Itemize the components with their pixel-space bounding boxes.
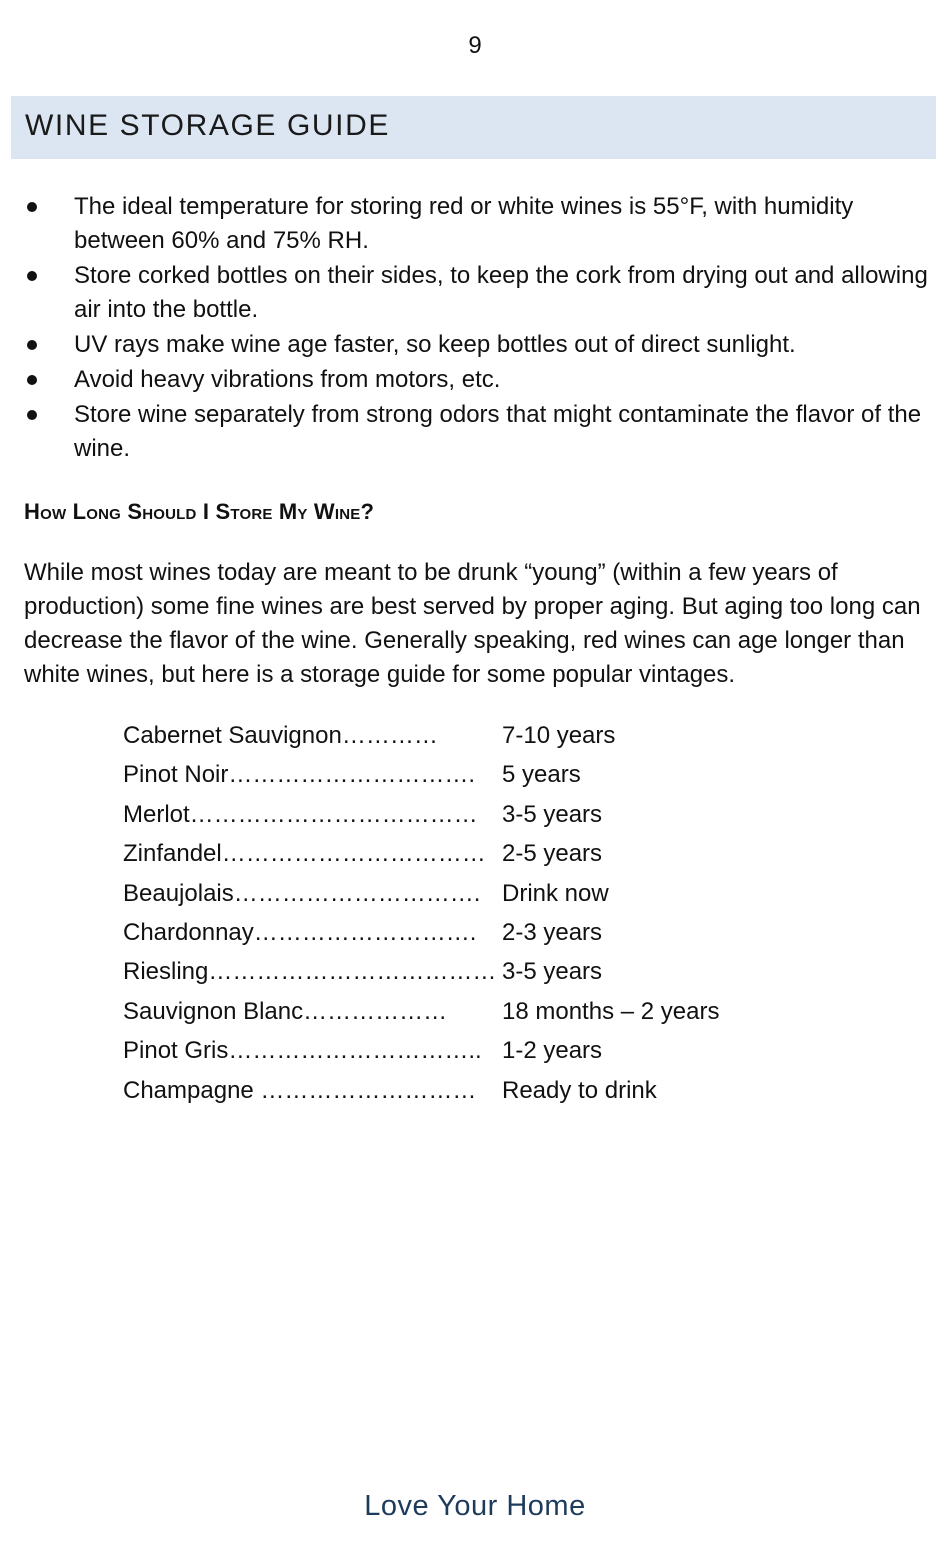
bullet-icon (27, 340, 37, 350)
bullet-icon (27, 375, 37, 385)
bullet-icon (27, 271, 37, 281)
subheading: How Long Should I Store My Wine? (24, 499, 375, 524)
storage-duration: 5 years (502, 761, 581, 789)
table-row (123, 877, 823, 916)
bullet-icon (27, 202, 37, 212)
intro-paragraph: While most wines today are meant to be drunk “young” (within a few years of production) some fine wines are best served by proper aging. But aging too long can decrease the flavor of the wine. Generally speaking, red wines can age longer than white wines, but here is a storage guide for some popular vintages. (24, 559, 921, 688)
table-row (123, 995, 823, 1034)
list-item (0, 328, 950, 362)
footer-tagline: Love Your Home (364, 1490, 586, 1522)
list-item (0, 398, 950, 466)
list-item (0, 259, 950, 327)
wine-name: Pinot Gris………………………….. (123, 1037, 482, 1065)
page-number: 9 (468, 32, 482, 59)
storage-duration: 3-5 years (502, 800, 603, 828)
storage-duration: 1-2 years (502, 1037, 603, 1065)
list-item (0, 363, 950, 397)
storage-tips-list (0, 190, 950, 467)
storage-duration: 2-5 years (502, 840, 603, 868)
storage-duration: Ready to drink (502, 1076, 657, 1104)
storage-duration: 18 months – 2 years (502, 997, 720, 1025)
section-header-band (11, 96, 936, 159)
wine-name: Sauvignon Blanc……………… (123, 997, 448, 1025)
table-row (123, 955, 823, 994)
storage-duration: 7-10 years (502, 722, 616, 749)
bullet-icon (27, 410, 37, 420)
bullet-text: The ideal temperature for storing red or white wines is 55°F, with humidity between 60% and 75% RH. (74, 193, 854, 254)
storage-guide-table (123, 719, 823, 1113)
section-title: WINE STORAGE GUIDE (25, 109, 390, 142)
wine-name: Merlot……………………………… (123, 800, 478, 828)
table-row (123, 758, 823, 797)
table-row (123, 837, 823, 876)
wine-name: Champagne ……………………… (123, 1076, 477, 1104)
wine-name: Chardonnay………………………. (123, 918, 477, 946)
bullet-text: UV rays make wine age faster, so keep bottles out of direct sunlight. (74, 331, 796, 358)
wine-name: Cabernet Sauvignon………… (123, 722, 438, 749)
table-row (123, 1074, 823, 1113)
wine-name: Zinfandel…………………………… (123, 840, 486, 868)
wine-name: Riesling……………………………… (123, 958, 497, 986)
bullet-text: Store wine separately from strong odors that might contaminate the flavor of the wine. (74, 401, 922, 462)
table-row (123, 719, 823, 758)
table-row (123, 798, 823, 837)
storage-duration: 2-3 years (502, 918, 603, 946)
wine-name: Beaujolais…………………………. (123, 879, 481, 907)
table-row (123, 916, 823, 955)
bullet-text: Avoid heavy vibrations from motors, etc. (74, 366, 501, 393)
table-row (123, 1034, 823, 1073)
storage-duration: 3-5 years (502, 958, 603, 986)
bullet-text: Store corked bottles on their sides, to keep the cork from drying out and allowing air into the bottle. (74, 262, 928, 323)
wine-name: Pinot Noir…………………………. (123, 761, 476, 789)
list-item (0, 190, 950, 258)
storage-duration: Drink now (502, 879, 609, 907)
